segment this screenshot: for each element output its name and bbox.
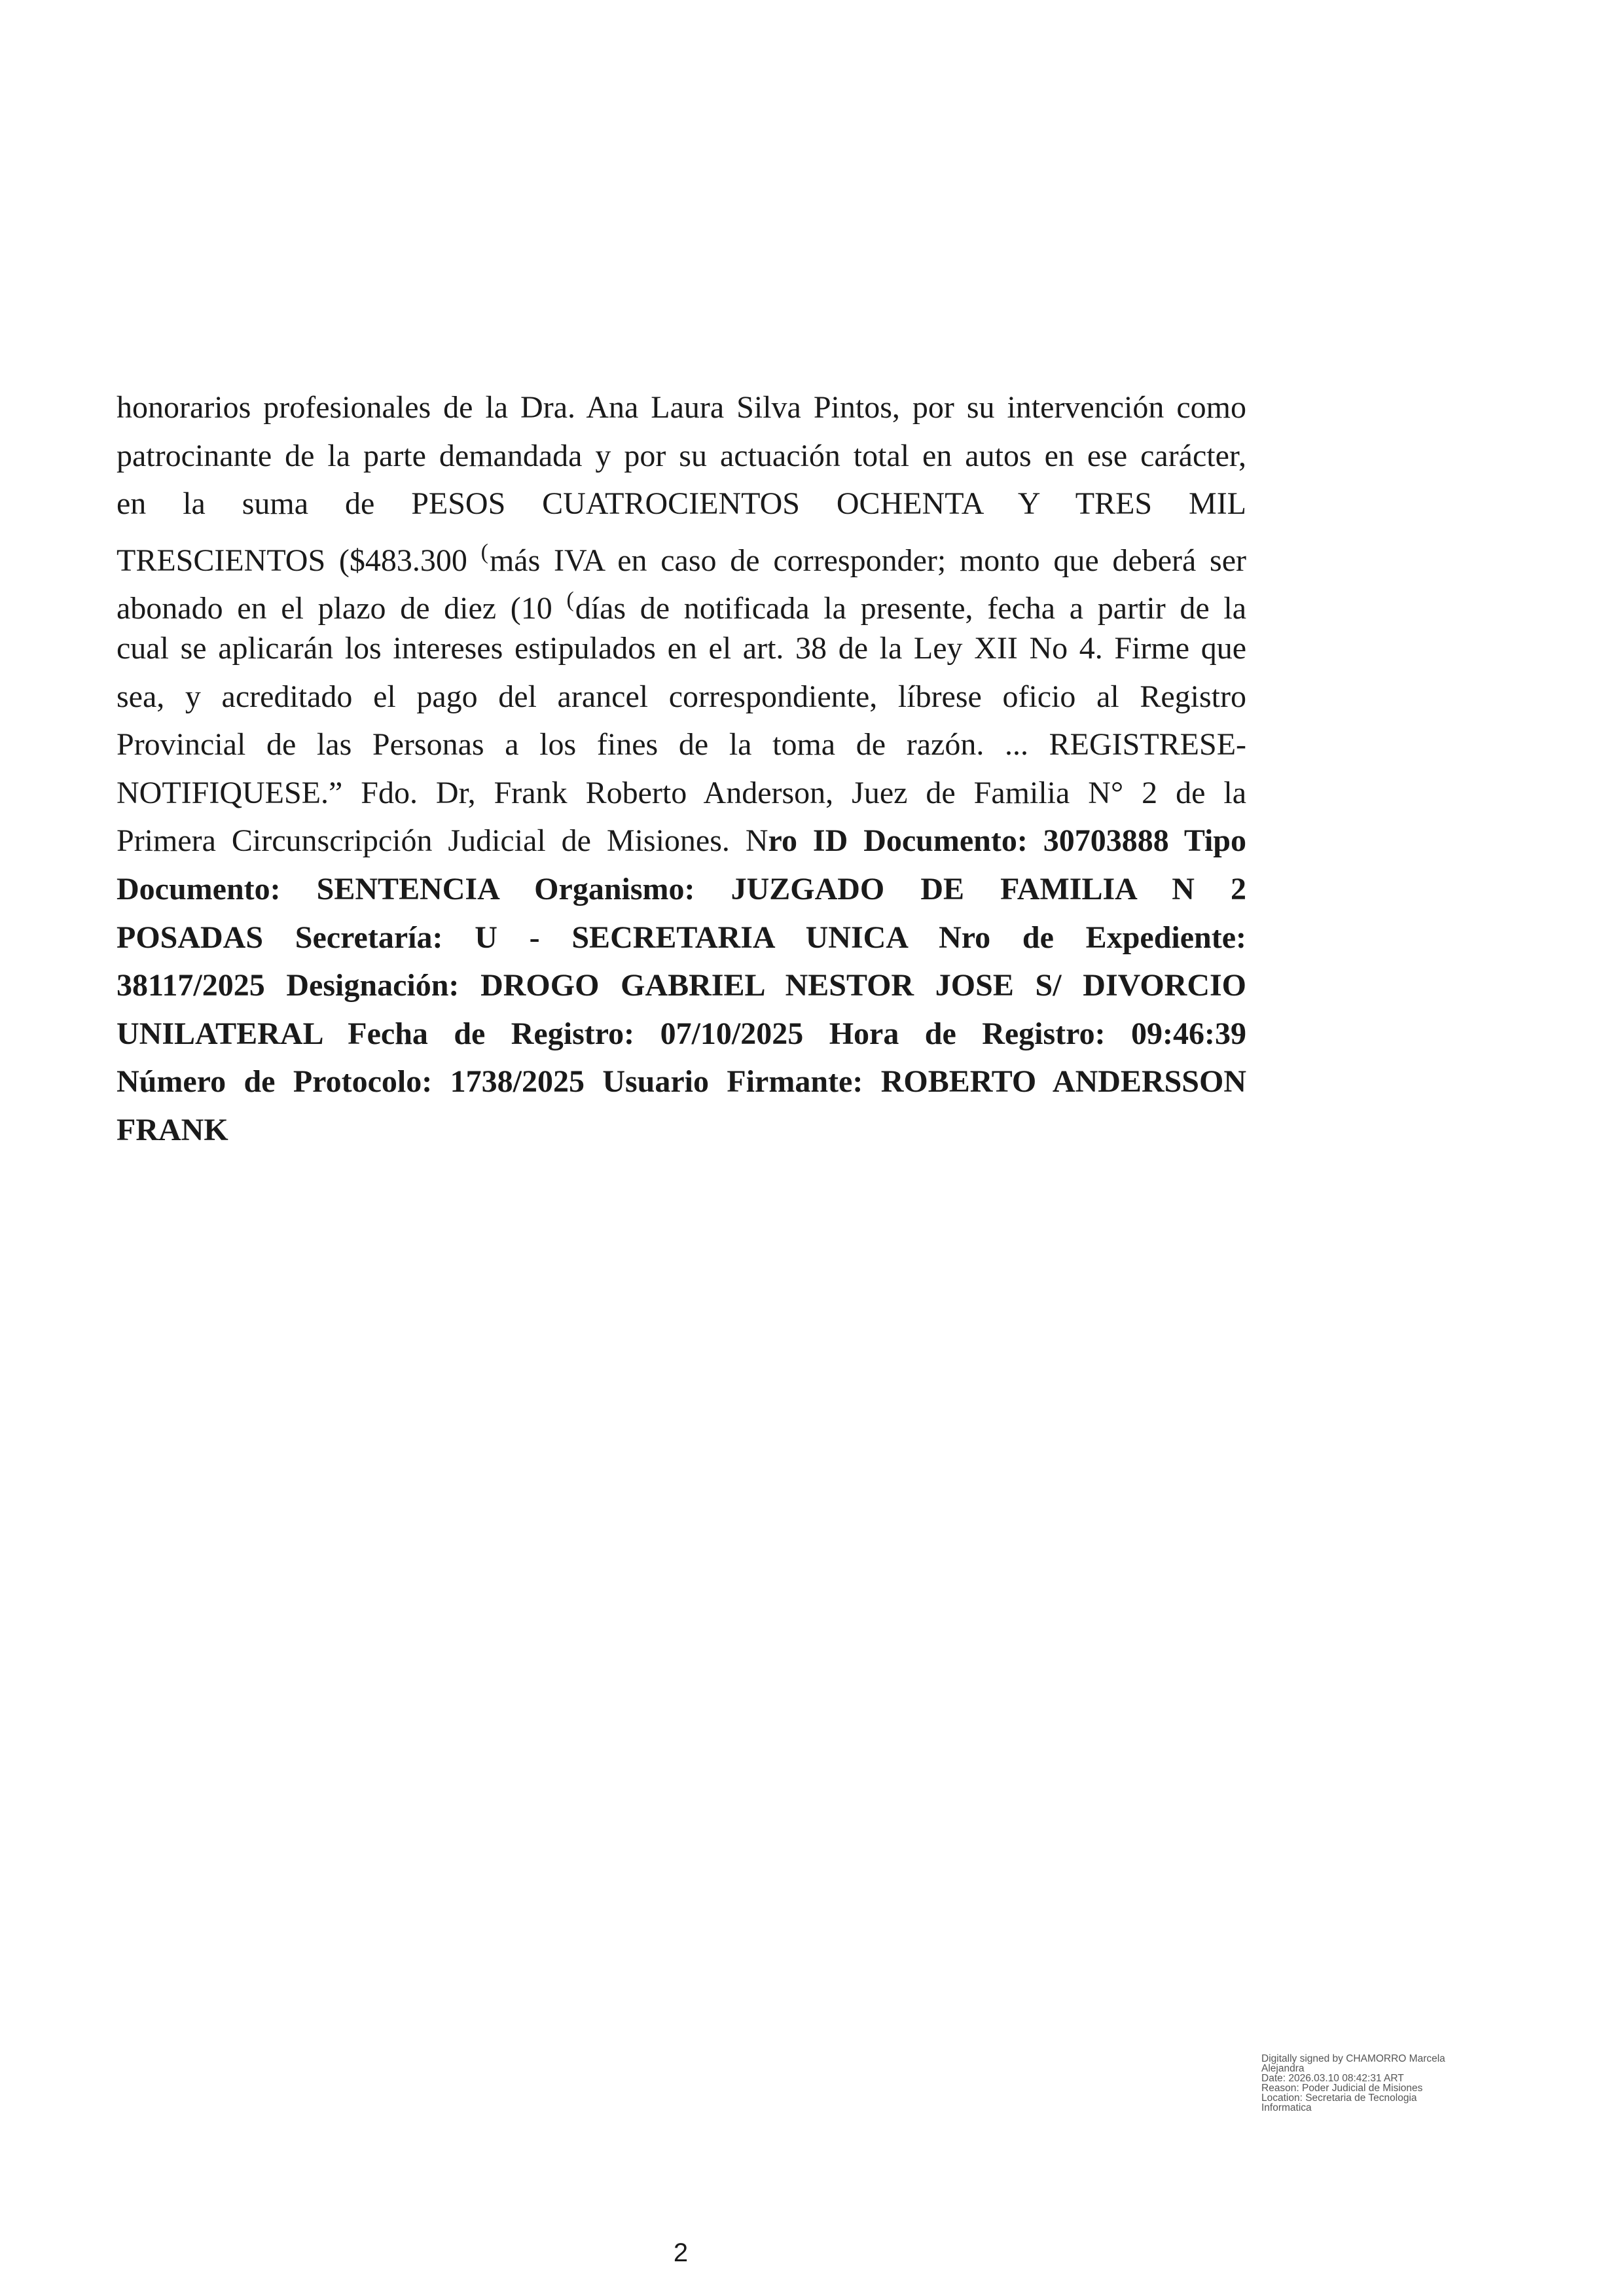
digital-signature-stamp xyxy=(1261,2054,1497,2113)
text-line xyxy=(117,432,1246,480)
signature-line: Location: Secretaria de Tecnologia xyxy=(1261,2092,1417,2104)
metadata-run: 38117/2025 Designación: DROGO GABRIEL NESTOR JOSE S/ DIVORCIO xyxy=(117,968,1246,1003)
text-line xyxy=(117,769,1246,817)
metadata-run: UNILATERAL Fecha de Registro: 07/10/2025 Hora de Registro: 09:46:39 xyxy=(117,1016,1246,1051)
text-run: más IVA en caso de corresponder; monto que deberá ser xyxy=(489,543,1246,578)
signature-line: Date: 2026.03.10 08:42:31 ART xyxy=(1261,2073,1404,2084)
metadata-line xyxy=(117,1058,1246,1106)
metadata-line xyxy=(117,1010,1246,1058)
text-run: sea, y acreditado el pago del arancel correspondiente, líbrese oficio al Registro xyxy=(117,679,1246,714)
signature-line: Informatica xyxy=(1261,2102,1312,2113)
text-line xyxy=(117,817,1246,865)
signature-line: Alejandra xyxy=(1261,2063,1305,2074)
text-line xyxy=(117,528,1246,577)
text-line xyxy=(117,624,1246,673)
superscript-paren: ( xyxy=(566,588,574,613)
metadata-line xyxy=(117,865,1246,914)
page-number: 2 xyxy=(673,2238,689,2267)
superscript-paren: ( xyxy=(480,539,488,564)
metadata-line xyxy=(117,914,1246,962)
text-line xyxy=(117,673,1246,721)
metadata-line xyxy=(117,961,1246,1010)
signature-line: Digitally signed by CHAMORRO Marcela xyxy=(1261,2053,1445,2064)
metadata-run: FRANK xyxy=(117,1112,228,1147)
metadata-run: POSADAS Secretaría: U - SECRETARIA UNICA Nro de Expediente: xyxy=(117,920,1246,955)
text-run: días de notificada la presente, fecha a partir de la xyxy=(575,591,1246,626)
text-run: Provincial de las Personas a los fines de la toma de razón. ... REGISTRESE- xyxy=(117,727,1246,762)
text-run: NOTIFIQUESE.” Fdo. Dr, Frank Roberto Anderson, Juez de Familia N° 2 de la xyxy=(117,775,1246,810)
text-line xyxy=(117,384,1246,432)
metadata-run: Documento: SENTENCIA Organismo: JUZGADO DE FAMILIA N 2 xyxy=(117,871,1246,906)
text-line xyxy=(117,721,1246,769)
signature-line: Reason: Poder Judicial de Misiones xyxy=(1261,2083,1423,2094)
text-run: patrocinante de la parte demandada y por su actuación total en autos en ese carácter, xyxy=(117,438,1246,473)
text-line xyxy=(117,480,1246,528)
metadata-line xyxy=(117,1106,1246,1155)
metadata-run: ro ID Documento: 30703888 Tipo xyxy=(768,823,1247,859)
text-run: en la suma de PESOS CUATROCIENTOS OCHENTA Y TRES MIL xyxy=(117,486,1246,522)
text-run: abonado en el plazo de diez (10 xyxy=(117,591,567,626)
text-run: honorarios profesionales de la Dra. Ana Laura Silva Pintos, por su intervención como xyxy=(117,390,1246,425)
text-line xyxy=(117,576,1246,624)
metadata-run: Número de Protocolo: 1738/2025 Usuario Firmante: ROBERTO ANDERSSON xyxy=(117,1064,1246,1100)
text-run: cual se aplicarán los intereses estipulados en el art. 38 de la Ley XII No 4. Firme que xyxy=(117,630,1246,666)
text-run: TRESCIENTOS ($483.300 xyxy=(117,543,481,578)
document-body xyxy=(117,384,1246,1155)
text-run: Primera Circunscripción Judicial de Misiones. N xyxy=(117,823,768,859)
